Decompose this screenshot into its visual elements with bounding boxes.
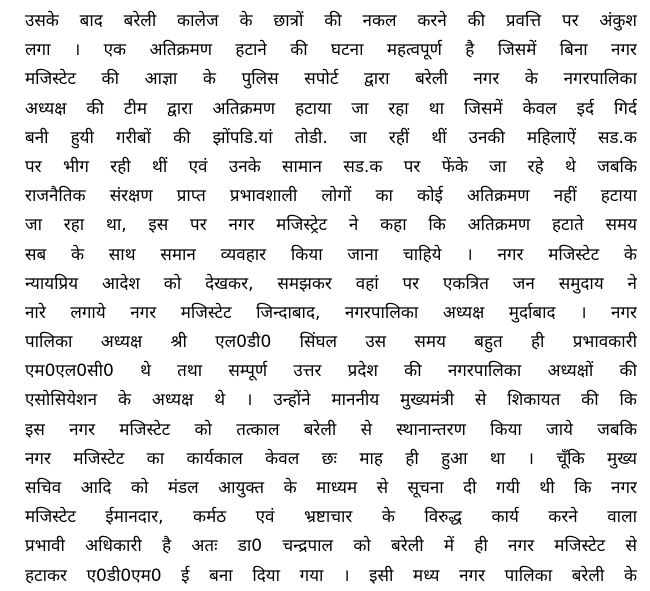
- text-line: मजिस्टेट की आज्ञा के पुलिस सपोर्ट द्वारा बरेली नगर के नगरपालिका: [25, 69, 637, 90]
- text-line: एसोसियेशन के अध्यक्ष थे । उन्होंने माननीय मुख्यमंत्री से शिकायत की कि: [25, 390, 637, 411]
- text-line: एम0एल0सी0 थे तथा सम्पूर्ण उत्तर प्रदेश की नगरपालिका अध्यक्षों की: [25, 361, 637, 382]
- text-line: जा रहा था, इस पर नगर मजिस्ट्रेट ने कहा कि अतिक्रमण हटाते समय: [25, 215, 637, 236]
- text-line: नारे लगाये नगर मजिस्टेट जिन्दाबाद, नगरपालिका अध्यक्ष मुर्दाबाद । नगर: [25, 302, 637, 323]
- text-line: बनी हुयी गरीबों की झोंपडि.यां तोडी. जा रहीं थीं उनकी महिलाऐं सड.क: [25, 127, 637, 148]
- text-line: सब के साथ समान व्यवहार किया जाना चाहिये । नगर मजिस्टेट के: [25, 244, 637, 265]
- text-line: पर भीग रही थीं एवं उनके सामान सड.क पर फेंके जा रहे थे जबकि: [25, 156, 637, 177]
- text-line: लगा । एक अतिक्रमण हटाने की घटना महत्वपूर्ण है जिसमें बिना नगर: [25, 40, 637, 61]
- text-line: सचिव आदि को मंडल आयुक्त के माध्यम से सूचना दी गयी थी कि नगर: [25, 478, 637, 498]
- text-line: अध्यक्ष की टीम द्वारा अतिक्रमण हटाया जा रहा था जिसमें केवल इर्द गिर्द: [25, 98, 637, 119]
- text-line: राजनैतिक संरक्षण प्राप्त प्रभावशाली लोगों का कोई अतिक्रमण नहीं हटाया: [25, 186, 637, 207]
- text-line: प्रभावी अधिकारी है अतः डा0 चन्द्रपाल को बरेली में ही नगर मजिस्टेट से: [25, 536, 637, 557]
- text-line: नगर मजिस्टेट का कार्यकाल केवल छः माह ही हुआ था । चूँकि मुख्य: [25, 448, 637, 469]
- text-line: पालिका अध्यक्ष श्री एल0डी0 सिंघल उस समय बहुत ही प्रभावकारी: [25, 332, 637, 353]
- text-line: न्यायप्रिय आदेश को देखकर, समझकर वहां पर एकत्रित जन समुदाय ने: [25, 273, 637, 294]
- text-line: इस नगर मजिस्टेट को तत्काल बरेली से स्थानान्तरण किया जाये जबकि: [25, 419, 637, 440]
- paragraph: [25, 7, 637, 591]
- text-line: हटाकर ए0डी0एम0 ई बना दिया गया । इसी मध्य नगर पालिका बरेली के: [25, 565, 637, 586]
- text-line: उसके बाद बरेली कालेज के छात्रों की नकल करने की प्रवत्ति पर अंकुश: [25, 11, 637, 31]
- text-line: मजिस्टेट ईमानदार, कर्मठ एवं भ्रष्टाचार के विरुद्ध कार्य करने वाला: [25, 507, 637, 528]
